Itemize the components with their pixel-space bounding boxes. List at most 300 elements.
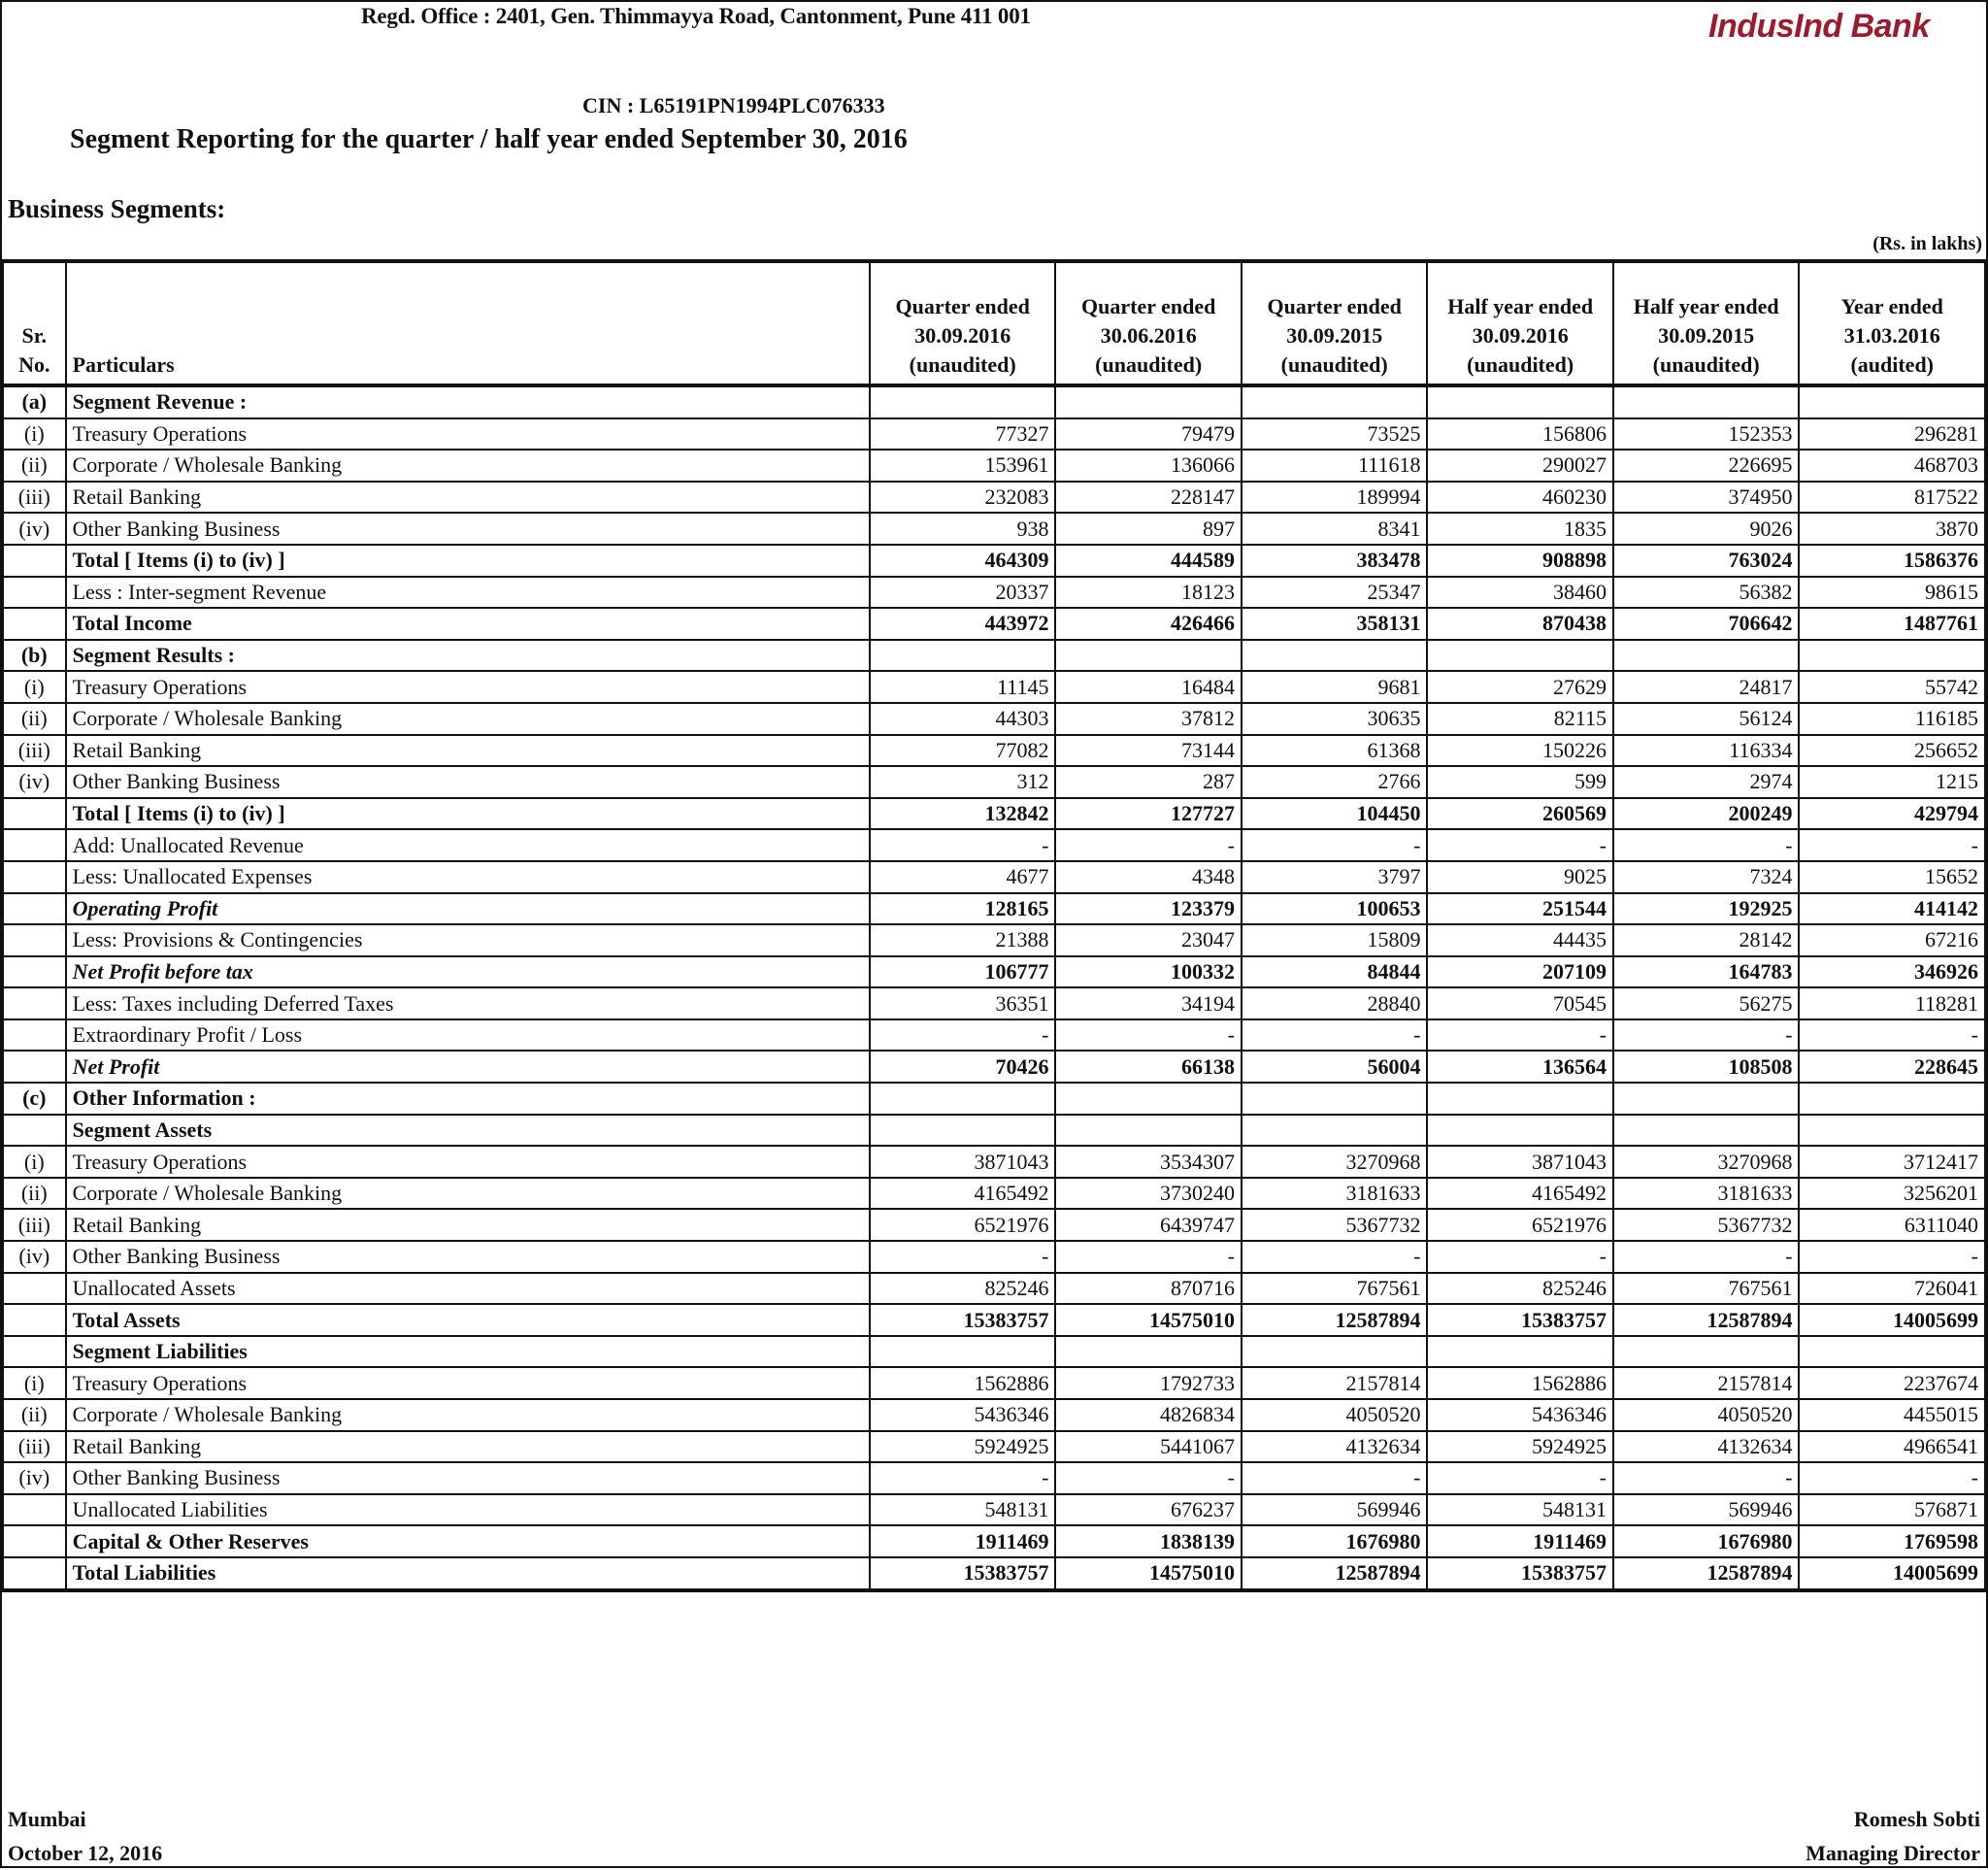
row-sr-no: (iv) — [3, 513, 66, 545]
row-value: 5924925 — [1427, 1431, 1613, 1463]
row-value — [1242, 1115, 1428, 1147]
row-value: 232083 — [870, 482, 1056, 514]
row-value: 3270968 — [1242, 1146, 1428, 1178]
row-value: 1676980 — [1242, 1525, 1428, 1557]
row-value: 374950 — [1613, 482, 1800, 514]
row-sr-no: (a) — [3, 385, 66, 418]
table-row — [3, 1209, 1985, 1241]
row-value: 767561 — [1242, 1273, 1428, 1305]
row-particulars: Other Banking Business — [66, 1241, 870, 1273]
row-value: 1792733 — [1055, 1367, 1242, 1399]
row-value: - — [1055, 829, 1242, 861]
row-value: 12587894 — [1613, 1557, 1800, 1590]
table-row — [3, 1494, 1985, 1526]
row-value: 14575010 — [1055, 1304, 1242, 1336]
row-value: 73525 — [1242, 418, 1428, 451]
row-value: - — [1613, 1241, 1800, 1273]
row-value: 106777 — [870, 956, 1056, 988]
row-value: 16484 — [1055, 671, 1242, 703]
row-particulars: Corporate / Wholesale Banking — [66, 1178, 870, 1210]
row-sr-no — [3, 1273, 66, 1305]
row-value: 12587894 — [1613, 1304, 1800, 1336]
row-value — [1242, 385, 1428, 418]
row-value: 908898 — [1427, 545, 1613, 577]
row-value: 228645 — [1799, 1051, 1985, 1083]
row-value: 152353 — [1613, 418, 1800, 451]
row-value: 825246 — [1427, 1273, 1613, 1305]
row-value: 44435 — [1427, 924, 1613, 956]
row-value: 260569 — [1427, 798, 1613, 830]
row-value — [1613, 1083, 1800, 1115]
row-particulars: Extraordinary Profit / Loss — [66, 1019, 870, 1052]
row-value: 5441067 — [1055, 1431, 1242, 1463]
row-value: 6439747 — [1055, 1209, 1242, 1241]
column-header-hy-30-09-2016: Half year ended 30.09.2016 (unaudited) — [1427, 261, 1613, 385]
row-particulars: Total [ Items (i) to (iv) ] — [66, 545, 870, 577]
row-sr-no: (i) — [3, 1367, 66, 1399]
row-value: 44303 — [870, 703, 1056, 735]
row-value — [1799, 640, 1985, 672]
row-sr-no — [3, 1051, 66, 1083]
units-note: (Rs. in lakhs) — [1872, 233, 1982, 254]
table-row — [3, 671, 1985, 703]
row-value: - — [1613, 829, 1800, 861]
row-value: 1215 — [1799, 766, 1985, 798]
table-row — [3, 385, 1985, 418]
row-value: - — [1799, 1462, 1985, 1494]
row-value: 25347 — [1242, 577, 1428, 609]
row-particulars: Capital & Other Reserves — [66, 1525, 870, 1557]
row-sr-no: (i) — [3, 1146, 66, 1178]
row-sr-no — [3, 545, 66, 577]
row-value: 28142 — [1613, 924, 1800, 956]
row-value: 127727 — [1055, 798, 1242, 830]
row-value: 9025 — [1427, 861, 1613, 893]
row-value: 3730240 — [1055, 1178, 1242, 1210]
row-value: 56275 — [1613, 987, 1800, 1019]
row-value: 15652 — [1799, 861, 1985, 893]
row-value: 548131 — [870, 1494, 1056, 1526]
row-value: 1838139 — [1055, 1525, 1242, 1557]
row-value: 767561 — [1613, 1273, 1800, 1305]
row-value: 938 — [870, 513, 1056, 545]
table-row — [3, 482, 1985, 514]
bank-logo: IndusInd Bank — [1708, 8, 1930, 45]
row-value: 3871043 — [870, 1146, 1056, 1178]
row-value — [870, 640, 1056, 672]
row-value: 1562886 — [870, 1367, 1056, 1399]
row-value: 676237 — [1055, 1494, 1242, 1526]
row-value: 23047 — [1055, 924, 1242, 956]
row-value: 548131 — [1427, 1494, 1613, 1526]
row-value: 726041 — [1799, 1273, 1985, 1305]
row-value: 153961 — [870, 450, 1056, 482]
row-value: 100653 — [1242, 893, 1428, 925]
row-value: 56124 — [1613, 703, 1800, 735]
table-row — [3, 545, 1985, 577]
row-value: 383478 — [1242, 545, 1428, 577]
row-value: 6521976 — [870, 1209, 1056, 1241]
row-value: 4826834 — [1055, 1399, 1242, 1431]
table-row — [3, 577, 1985, 609]
row-particulars: Treasury Operations — [66, 1146, 870, 1178]
table-row — [3, 450, 1985, 482]
row-value: 14005699 — [1799, 1304, 1985, 1336]
row-value — [1613, 385, 1800, 418]
table-row — [3, 1336, 1985, 1368]
table-header-row — [3, 261, 1985, 385]
column-header-particulars: Particulars — [66, 261, 870, 385]
table-row — [3, 1273, 1985, 1305]
table-row — [3, 640, 1985, 672]
row-value: 28840 — [1242, 987, 1428, 1019]
row-particulars: Segment Results : — [66, 640, 870, 672]
row-value: - — [1613, 1019, 1800, 1052]
row-particulars: Corporate / Wholesale Banking — [66, 450, 870, 482]
table-row — [3, 1557, 1985, 1590]
row-value — [1427, 385, 1613, 418]
row-value: - — [1055, 1019, 1242, 1052]
row-value: 2157814 — [1613, 1367, 1800, 1399]
row-value: 1586376 — [1799, 545, 1985, 577]
row-value: 2974 — [1613, 766, 1800, 798]
row-value: 116185 — [1799, 703, 1985, 735]
row-value: 56382 — [1613, 577, 1800, 609]
row-value: 132842 — [870, 798, 1056, 830]
row-sr-no: (iv) — [3, 766, 66, 798]
row-value: 468703 — [1799, 450, 1985, 482]
row-value: 296281 — [1799, 418, 1985, 451]
row-sr-no — [3, 1336, 66, 1368]
row-sr-no: (ii) — [3, 1399, 66, 1431]
row-value: 2237674 — [1799, 1367, 1985, 1399]
row-particulars: Unallocated Liabilities — [66, 1494, 870, 1526]
row-value: 14005699 — [1799, 1557, 1985, 1590]
row-particulars: Less: Provisions & Contingencies — [66, 924, 870, 956]
row-value: 312 — [870, 766, 1056, 798]
row-value: 346926 — [1799, 956, 1985, 988]
row-value: 14575010 — [1055, 1557, 1242, 1590]
row-particulars: Segment Revenue : — [66, 385, 870, 418]
section-heading: Business Segments: — [8, 194, 226, 223]
row-sr-no — [3, 1019, 66, 1052]
row-value: 70426 — [870, 1051, 1056, 1083]
row-value: 136564 — [1427, 1051, 1613, 1083]
row-particulars: Retail Banking — [66, 482, 870, 514]
row-sr-no: (c) — [3, 1083, 66, 1115]
row-value — [1613, 1115, 1800, 1147]
row-sr-no: (ii) — [3, 703, 66, 735]
row-value — [870, 385, 1056, 418]
row-sr-no — [3, 829, 66, 861]
table-row — [3, 798, 1985, 830]
row-value: 30635 — [1242, 703, 1428, 735]
row-value: 3270968 — [1613, 1146, 1800, 1178]
row-value: - — [1799, 829, 1985, 861]
row-value: 1911469 — [870, 1525, 1056, 1557]
column-header-q-30-09-2016: Quarter ended 30.09.2016 (unaudited) — [870, 261, 1056, 385]
row-value — [870, 1083, 1056, 1115]
page-title: Segment Reporting for the quarter / half year ended September 30, 2016 — [70, 124, 908, 154]
row-sr-no — [3, 893, 66, 925]
row-value: - — [1427, 829, 1613, 861]
row-value: - — [1427, 1019, 1613, 1052]
row-value: - — [1613, 1462, 1800, 1494]
column-header-sr-no: Sr. No. — [3, 261, 66, 385]
row-sr-no: (iii) — [3, 1431, 66, 1463]
table-row — [3, 1399, 1985, 1431]
row-value: 189994 — [1242, 482, 1428, 514]
row-particulars: Less: Unallocated Expenses — [66, 861, 870, 893]
row-value — [870, 1336, 1056, 1368]
row-value: 460230 — [1427, 482, 1613, 514]
row-sr-no: (ii) — [3, 450, 66, 482]
row-particulars: Add: Unallocated Revenue — [66, 829, 870, 861]
row-value: 287 — [1055, 766, 1242, 798]
row-value: 4165492 — [1427, 1178, 1613, 1210]
row-value: 569946 — [1242, 1494, 1428, 1526]
footer-place: Mumbai — [8, 1807, 86, 1831]
table-row — [3, 1146, 1985, 1178]
row-value — [1799, 385, 1985, 418]
row-value: 870438 — [1427, 608, 1613, 640]
row-value: 290027 — [1427, 450, 1613, 482]
table-row — [3, 1241, 1985, 1273]
row-particulars: Total [ Items (i) to (iv) ] — [66, 798, 870, 830]
row-value: 77327 — [870, 418, 1056, 451]
row-value: 55742 — [1799, 671, 1985, 703]
row-sr-no — [3, 798, 66, 830]
row-value: 5436346 — [1427, 1399, 1613, 1431]
row-value: 15383757 — [870, 1304, 1056, 1336]
registered-office-address: Regd. Office : 2401, Gen. Thimmayya Road, Cantonment, Pune 411 001 — [361, 4, 1031, 28]
table-row — [3, 1304, 1985, 1336]
row-particulars: Total Income — [66, 608, 870, 640]
row-value: 763024 — [1613, 545, 1800, 577]
column-header-hy-30-09-2015: Half year ended 30.09.2015 (unaudited) — [1613, 261, 1800, 385]
row-value: 11145 — [870, 671, 1056, 703]
row-value: 256652 — [1799, 735, 1985, 767]
table-row — [3, 1083, 1985, 1115]
signatory-name: Romesh Sobti — [1853, 1807, 1980, 1831]
row-value: 3256201 — [1799, 1178, 1985, 1210]
row-value: 61368 — [1242, 735, 1428, 767]
row-particulars: Total Liabilities — [66, 1557, 870, 1590]
row-sr-no: (iv) — [3, 1241, 66, 1273]
row-sr-no — [3, 577, 66, 609]
row-value — [1242, 1083, 1428, 1115]
row-value: 15383757 — [870, 1557, 1056, 1590]
row-value: 15809 — [1242, 924, 1428, 956]
table-row — [3, 1051, 1985, 1083]
row-value: 414142 — [1799, 893, 1985, 925]
row-value — [1242, 640, 1428, 672]
row-value: 817522 — [1799, 482, 1985, 514]
column-header-q-30-09-2015: Quarter ended 30.09.2015 (unaudited) — [1242, 261, 1428, 385]
row-value: 20337 — [870, 577, 1056, 609]
table-row — [3, 513, 1985, 545]
row-value: 5367732 — [1613, 1209, 1800, 1241]
row-value: 56004 — [1242, 1051, 1428, 1083]
table-row — [3, 829, 1985, 861]
table-row — [3, 1115, 1985, 1147]
row-value: 111618 — [1242, 450, 1428, 482]
row-particulars: Corporate / Wholesale Banking — [66, 1399, 870, 1431]
row-particulars: Other Banking Business — [66, 766, 870, 798]
row-value — [1799, 1083, 1985, 1115]
row-sr-no: (i) — [3, 671, 66, 703]
row-value: - — [1799, 1019, 1985, 1052]
row-sr-no: (iii) — [3, 482, 66, 514]
row-value: 3871043 — [1427, 1146, 1613, 1178]
row-value: 79479 — [1055, 418, 1242, 451]
row-value: 4132634 — [1242, 1431, 1428, 1463]
row-sr-no: (ii) — [3, 1178, 66, 1210]
row-particulars: Total Assets — [66, 1304, 870, 1336]
row-value: 4165492 — [870, 1178, 1056, 1210]
row-value: - — [870, 1019, 1056, 1052]
row-value: 3797 — [1242, 861, 1428, 893]
row-value: 24817 — [1613, 671, 1800, 703]
row-value — [870, 1115, 1056, 1147]
row-value: 150226 — [1427, 735, 1613, 767]
row-particulars: Unallocated Assets — [66, 1273, 870, 1305]
row-value: 3181633 — [1613, 1178, 1800, 1210]
table-row — [3, 956, 1985, 988]
row-value: 443972 — [870, 608, 1056, 640]
row-particulars: Net Profit before tax — [66, 956, 870, 988]
row-value — [1055, 1115, 1242, 1147]
row-value — [1427, 640, 1613, 672]
table-row — [3, 703, 1985, 735]
row-value: 18123 — [1055, 577, 1242, 609]
row-particulars: Operating Profit — [66, 893, 870, 925]
table-body — [3, 385, 1985, 1590]
row-value: 7324 — [1613, 861, 1800, 893]
row-value: 6521976 — [1427, 1209, 1613, 1241]
table-row — [3, 735, 1985, 767]
row-value: 706642 — [1613, 608, 1800, 640]
row-value: 9026 — [1613, 513, 1800, 545]
row-value: 123379 — [1055, 893, 1242, 925]
row-value: 21388 — [870, 924, 1056, 956]
row-value: 8341 — [1242, 513, 1428, 545]
row-value — [1055, 640, 1242, 672]
row-value: 3181633 — [1242, 1178, 1428, 1210]
row-sr-no — [3, 608, 66, 640]
row-sr-no: (iv) — [3, 1462, 66, 1494]
row-value: 118281 — [1799, 987, 1985, 1019]
row-value: 464309 — [870, 545, 1056, 577]
row-value: - — [1055, 1241, 1242, 1273]
row-sr-no — [3, 1494, 66, 1526]
row-value — [1427, 1336, 1613, 1368]
row-value: 429794 — [1799, 798, 1985, 830]
row-value: - — [870, 1462, 1056, 1494]
row-value: 34194 — [1055, 987, 1242, 1019]
row-value: - — [870, 829, 1056, 861]
footer-left — [8, 1802, 162, 1870]
row-value: 9681 — [1242, 671, 1428, 703]
table-row — [3, 893, 1985, 925]
row-value — [1055, 385, 1242, 418]
row-value: - — [870, 1241, 1056, 1273]
row-value: - — [1799, 1241, 1985, 1273]
row-sr-no — [3, 1304, 66, 1336]
row-value — [1427, 1115, 1613, 1147]
row-particulars: Other Banking Business — [66, 513, 870, 545]
row-particulars: Treasury Operations — [66, 1367, 870, 1399]
row-value: 104450 — [1242, 798, 1428, 830]
segment-reporting-table — [2, 259, 1986, 1592]
row-particulars: Less : Inter-segment Revenue — [66, 577, 870, 609]
row-value: - — [1242, 1019, 1428, 1052]
row-value: - — [1242, 829, 1428, 861]
row-value: 66138 — [1055, 1051, 1242, 1083]
row-value: 200249 — [1613, 798, 1800, 830]
signatory-title: Managing Director — [1806, 1841, 1980, 1865]
row-particulars: Other Information : — [66, 1083, 870, 1115]
row-value: 228147 — [1055, 482, 1242, 514]
row-particulars: Retail Banking — [66, 735, 870, 767]
column-header-y-31-03-2016: Year ended 31.03.2016 (audited) — [1799, 261, 1985, 385]
row-sr-no — [3, 861, 66, 893]
row-value — [1427, 1083, 1613, 1115]
row-value: 4348 — [1055, 861, 1242, 893]
row-value: 4455015 — [1799, 1399, 1985, 1431]
row-value — [1055, 1336, 1242, 1368]
row-sr-no — [3, 1525, 66, 1557]
table-row — [3, 766, 1985, 798]
row-sr-no: (iii) — [3, 735, 66, 767]
row-particulars: Segment Liabilities — [66, 1336, 870, 1368]
row-value: 4966541 — [1799, 1431, 1985, 1463]
table-row — [3, 861, 1985, 893]
row-value — [1242, 1336, 1428, 1368]
row-value: 1562886 — [1427, 1367, 1613, 1399]
row-value: 77082 — [870, 735, 1056, 767]
row-value: 569946 — [1613, 1494, 1800, 1526]
row-value: - — [1055, 1462, 1242, 1494]
row-value: 4050520 — [1613, 1399, 1800, 1431]
row-value: 3534307 — [1055, 1146, 1242, 1178]
row-value: 5436346 — [870, 1399, 1056, 1431]
row-value: 136066 — [1055, 450, 1242, 482]
row-value — [1613, 640, 1800, 672]
row-particulars: Other Banking Business — [66, 1462, 870, 1494]
row-value: 2766 — [1242, 766, 1428, 798]
row-value: 599 — [1427, 766, 1613, 798]
row-value — [1799, 1336, 1985, 1368]
row-particulars: Segment Assets — [66, 1115, 870, 1147]
row-sr-no: (iii) — [3, 1209, 66, 1241]
table-row — [3, 1431, 1985, 1463]
row-value: 1676980 — [1613, 1525, 1800, 1557]
row-value: 3870 — [1799, 513, 1985, 545]
footer-right — [1806, 1802, 1980, 1870]
row-value: 15383757 — [1427, 1304, 1613, 1336]
row-value: 15383757 — [1427, 1557, 1613, 1590]
row-value: - — [1427, 1241, 1613, 1273]
row-value: 226695 — [1613, 450, 1800, 482]
row-particulars: Treasury Operations — [66, 418, 870, 451]
row-value: 164783 — [1613, 956, 1800, 988]
table-row — [3, 1178, 1985, 1210]
column-header-q-30-06-2016: Quarter ended 30.06.2016 (unaudited) — [1055, 261, 1242, 385]
row-value: 36351 — [870, 987, 1056, 1019]
row-value: - — [1242, 1462, 1428, 1494]
table-row — [3, 608, 1985, 640]
